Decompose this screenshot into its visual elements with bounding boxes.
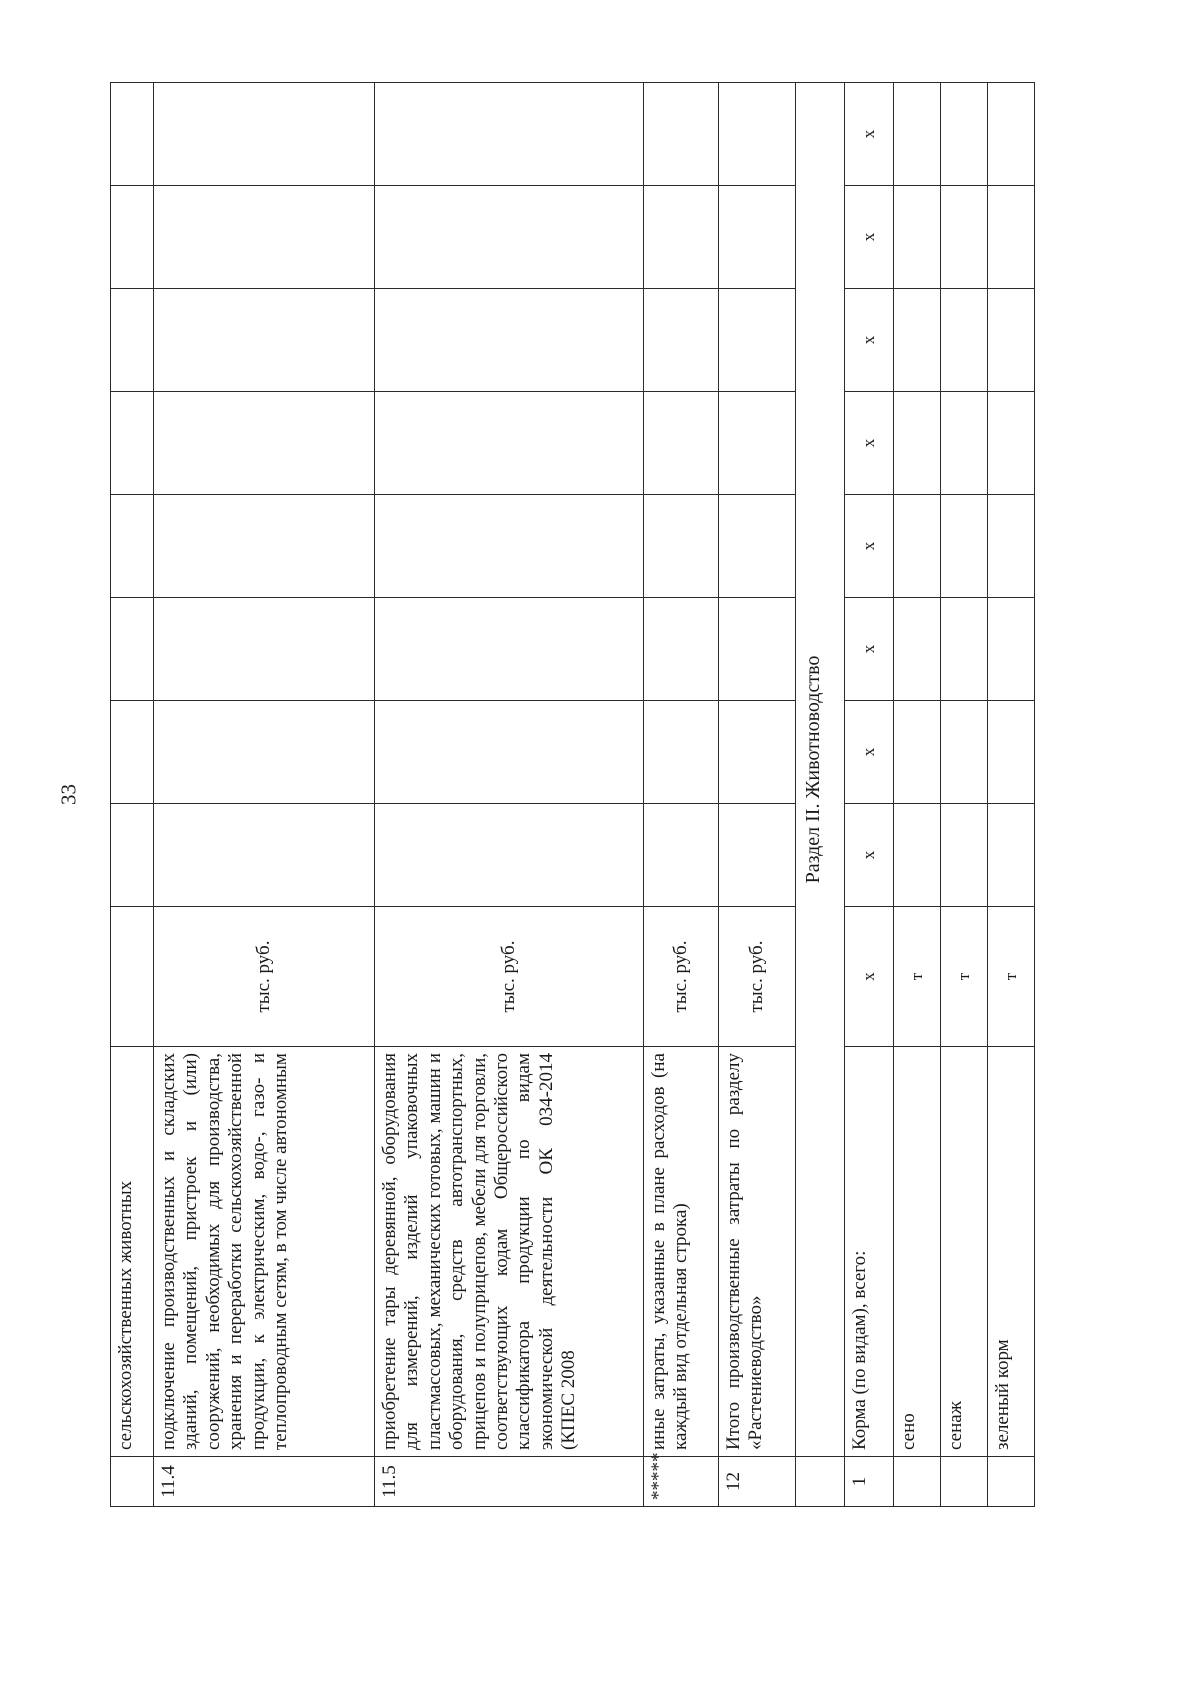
value-cell: [719, 804, 796, 907]
row-name-cell: подключение производственных и складских зданий, помещений, пристроек и (или) сооружений, необходимых для производства, хранения и переработки сельскохозяйственной продукции, к электрическим, водо-, газо- и теплопроводным сетям, в том числе автономным: [154, 1047, 375, 1457]
value-cell: [644, 598, 719, 701]
value-cell: [644, 83, 719, 186]
value-cell: [988, 598, 1035, 701]
value-cell: [154, 289, 375, 392]
value-cell: [988, 289, 1035, 392]
value-cell: x: [845, 83, 894, 186]
table-row: [375, 83, 644, 1507]
value-cell: [111, 804, 154, 907]
value-cell: [988, 186, 1035, 289]
value-cell: [375, 495, 644, 598]
value-cell: [375, 598, 644, 701]
value-cell: [894, 701, 941, 804]
value-cell: [941, 392, 988, 495]
value-cell: [154, 392, 375, 495]
row-unit-cell: тыс. руб.: [375, 907, 644, 1047]
value-cell: x: [845, 804, 894, 907]
value-cell: [111, 701, 154, 804]
value-cell: [894, 186, 941, 289]
value-cell: [111, 392, 154, 495]
value-cell: [154, 598, 375, 701]
table-row: [941, 83, 988, 1507]
table-row: [845, 83, 894, 1507]
value-cell: [111, 289, 154, 392]
row-name-cell: сенаж: [941, 1047, 988, 1457]
value-cell: [375, 186, 644, 289]
value-cell: x: [845, 186, 894, 289]
value-cell: [375, 701, 644, 804]
row-number-cell: [111, 1457, 154, 1507]
value-cell: [644, 289, 719, 392]
row-name-cell: сено: [894, 1047, 941, 1457]
table-row: [719, 83, 796, 1507]
value-cell: [644, 701, 719, 804]
row-unit-cell: [111, 907, 154, 1047]
value-cell: [941, 289, 988, 392]
row-unit-cell: x: [845, 907, 894, 1047]
value-cell: [894, 804, 941, 907]
value-cell: [375, 289, 644, 392]
table-row: [154, 83, 375, 1507]
row-number-cell: 11.5: [375, 1457, 644, 1507]
value-cell: [644, 495, 719, 598]
row-name-cell: Итого производственные затраты по разделу «Растениеводство»: [719, 1047, 796, 1457]
value-cell: [154, 701, 375, 804]
value-cell: [719, 83, 796, 186]
value-cell: [111, 83, 154, 186]
value-cell: [644, 186, 719, 289]
value-cell: [988, 392, 1035, 495]
value-cell: [894, 83, 941, 186]
value-cell: [154, 186, 375, 289]
row-number-cell: *****: [644, 1457, 719, 1507]
table-row: [988, 83, 1035, 1507]
row-number-cell: 11.4: [154, 1457, 375, 1507]
row-unit-cell: тыс. руб.: [154, 907, 375, 1047]
value-cell: [719, 289, 796, 392]
value-cell: [894, 392, 941, 495]
row-number-cell: 12: [719, 1457, 796, 1507]
table-row: [644, 83, 719, 1507]
value-cell: [719, 701, 796, 804]
value-cell: [941, 804, 988, 907]
value-cell: [719, 186, 796, 289]
value-cell: [988, 804, 1035, 907]
value-cell: [941, 186, 988, 289]
row-unit-cell: т: [941, 907, 988, 1047]
value-cell: x: [845, 289, 894, 392]
value-cell: [941, 598, 988, 701]
row-name-cell: приобретение тары деревянной, оборудования для измерений, изделий упаковочных пластмассовых, механических готовых, машин и оборудования, средств автотранспортных, прицепов и полуприцепов, мебели для торговли, соответствующих кодам Общероссийского классификатора продукции по видам экономической деятельности ОК 034-2014 (КПЕС 2008: [375, 1047, 644, 1457]
row-unit-cell: тыс. руб.: [644, 907, 719, 1047]
value-cell: [894, 598, 941, 701]
value-cell: [111, 186, 154, 289]
row-unit-cell: т: [894, 907, 941, 1047]
value-cell: [111, 598, 154, 701]
value-cell: [894, 289, 941, 392]
value-cell: [719, 495, 796, 598]
expense-table: [110, 82, 1035, 1507]
expense-table-container: [110, 82, 1110, 1507]
row-name-cell: Корма (по видам), всего:: [845, 1047, 894, 1457]
value-cell: [988, 83, 1035, 186]
value-cell: [894, 495, 941, 598]
section-row: [796, 83, 845, 1507]
row-unit-cell: тыс. руб.: [719, 907, 796, 1047]
value-cell: [154, 495, 375, 598]
value-cell: [719, 598, 796, 701]
section-blank-cell: [796, 1457, 845, 1507]
value-cell: x: [845, 392, 894, 495]
value-cell: [719, 392, 796, 495]
row-number-cell: [894, 1457, 941, 1507]
value-cell: [375, 804, 644, 907]
row-name-cell: зеленый корм: [988, 1047, 1035, 1457]
value-cell: [375, 83, 644, 186]
page-number: 33: [56, 784, 81, 805]
row-number-cell: [941, 1457, 988, 1507]
row-name-cell: иные затраты, указанные в плане расходов (на каждый вид отдельная строка): [644, 1047, 719, 1457]
value-cell: [988, 495, 1035, 598]
row-number-cell: [988, 1457, 1035, 1507]
value-cell: [154, 804, 375, 907]
row-number-cell: 1: [845, 1457, 894, 1507]
value-cell: [988, 701, 1035, 804]
value-cell: [941, 495, 988, 598]
table-row: [111, 83, 154, 1507]
value-cell: [941, 701, 988, 804]
value-cell: [375, 392, 644, 495]
section-title: Раздел II. Животноводство: [796, 83, 845, 1457]
value-cell: x: [845, 598, 894, 701]
value-cell: [941, 83, 988, 186]
value-cell: [154, 83, 375, 186]
value-cell: [644, 804, 719, 907]
value-cell: [644, 392, 719, 495]
row-unit-cell: т: [988, 907, 1035, 1047]
table-row: [894, 83, 941, 1507]
value-cell: x: [845, 495, 894, 598]
value-cell: [111, 495, 154, 598]
value-cell: x: [845, 701, 894, 804]
row-name-cell: сельскохозяйственных животных: [111, 1047, 154, 1457]
